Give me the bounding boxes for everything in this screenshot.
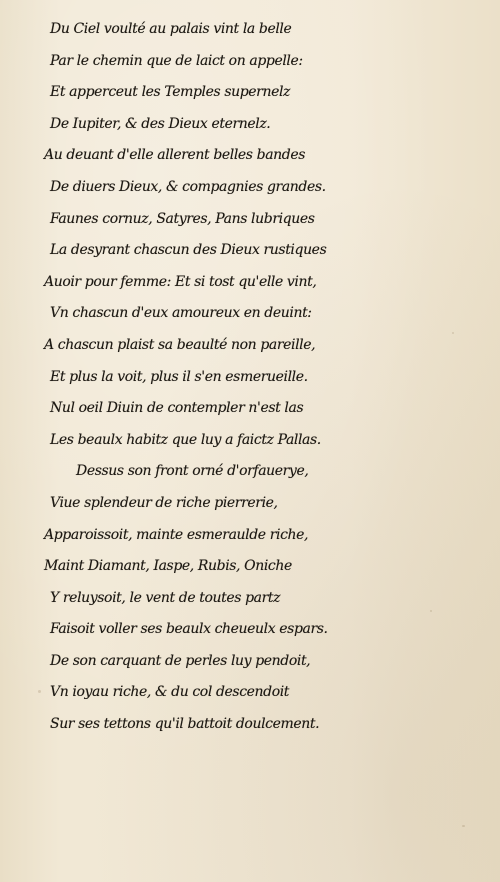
- verse-line: Vn chascun d'eux amoureux en deuint:: [50, 305, 312, 322]
- verse-line: A chascun plaist sa beaulté non pareille,: [44, 336, 316, 353]
- verse-line: Maint Diamant, Iaspe, Rubis, Oniche: [44, 558, 292, 575]
- verse-line: De Iupiter, & des Dieux eternelz.: [50, 115, 271, 132]
- verse-line: Vn ioyau riche, & du col descendoit: [50, 684, 290, 701]
- verse-line: De diuers Dieux, & compagnies grandes.: [50, 178, 326, 195]
- verse-line: Dessus son front orné d'orfauerye,: [76, 463, 309, 480]
- verse-line: Par le chemin que de laict on appelle:: [50, 52, 303, 69]
- verse-line: La desyrant chascun des Dieux rustiques: [50, 242, 327, 259]
- poem-text: [0, 14, 500, 741]
- verse-line: Nul oeil Diuin de contempler n'est las: [50, 400, 304, 417]
- verse-line: Auoir pour femme: Et si tost qu'elle vint,: [44, 273, 317, 290]
- verse-line: Apparoissoit, mainte esmeraulde riche,: [44, 526, 309, 543]
- verse-line: Du Ciel voulté au palais vint la belle: [50, 21, 292, 37]
- paper-stain: [462, 825, 465, 827]
- verse-line: Faunes cornuz, Satyres, Pans lubriques: [50, 210, 315, 227]
- verse-line: Au deuant d'elle allerent belles bandes: [44, 147, 306, 164]
- verse-line: Y reluysoit, le vent de toutes partz: [50, 589, 281, 606]
- verse-line: Les beaulx habitz que luy a faictz Pallas.: [50, 431, 321, 448]
- verse-line: Et apperceut les Temples supernelz: [50, 84, 291, 101]
- verse-line: Viue splendeur de riche pierrerie,: [50, 494, 278, 511]
- verse-line: Sur ses tettons qu'il battoit doulcement.: [50, 716, 320, 733]
- verse-line: Faisoit voller ses beaulx cheueulx espars.: [50, 621, 328, 638]
- verse-line: De son carquant de perles luy pendoit,: [50, 652, 311, 669]
- verse-line: Et plus la voit, plus il s'en esmerueille.: [50, 368, 308, 385]
